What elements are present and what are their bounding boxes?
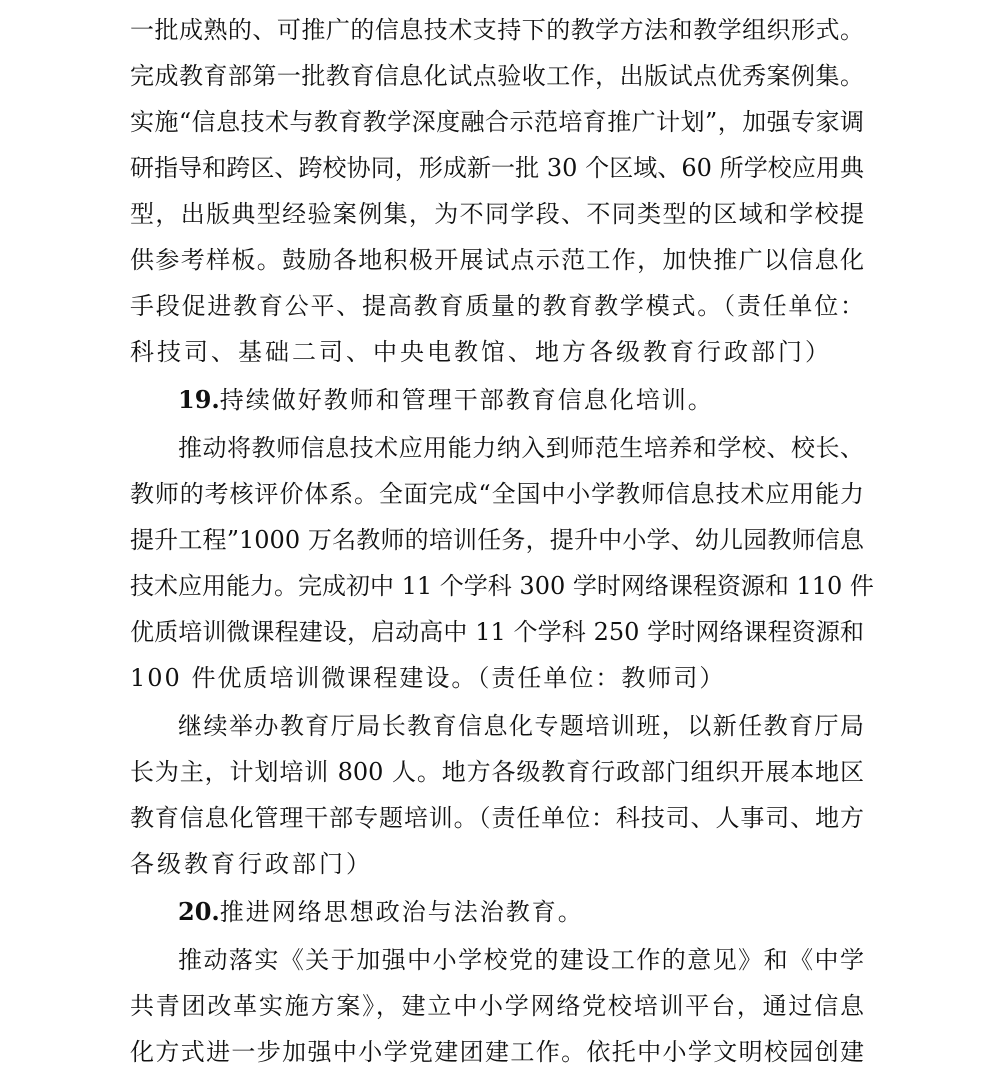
body-line: 研指导和跨区、跨校协同，形成新一批 30 个区域、60 所学校应用典 bbox=[130, 154, 864, 182]
body-line: 长为主，计划培训 800 人。地方各级教育行政部门组织开展本地区 bbox=[130, 758, 864, 786]
heading-text: 持续做好教师和管理干部教育信息化培训。 bbox=[219, 386, 714, 414]
body-line: 化方式进一步加强中小学党建团建工作。依托中小学文明校园创建 bbox=[130, 1038, 864, 1066]
body-line: 推动落实《关于加强中小学校党的建设工作的意见》和《中学 bbox=[178, 946, 864, 974]
body-line: 完成教育部第一批教育信息化试点验收工作，出版试点优秀案例集。 bbox=[130, 62, 864, 90]
body-line: 教师的考核评价体系。全面完成“全国中小学教师信息技术应用能力 bbox=[130, 480, 864, 508]
section-heading-20 bbox=[178, 892, 864, 932]
heading-number: 19. bbox=[178, 385, 220, 414]
body-line: 供参考样板。鼓励各地积极开展试点示范工作，加快推广以信息化 bbox=[130, 246, 864, 274]
heading-number: 20. bbox=[178, 897, 220, 926]
body-line: 共青团改革实施方案》，建立中小学网络党校培训平台，通过信息 bbox=[130, 992, 864, 1020]
body-line: 手段促进教育公平、提高教育质量的教育教学模式。（责任单位： bbox=[130, 292, 864, 320]
body-line: 100 件优质培训微课程建设。（责任单位：教师司） bbox=[130, 664, 726, 692]
body-line: 型，出版典型经验案例集，为不同学段、不同类型的区域和学校提 bbox=[130, 200, 864, 228]
body-line: 各级教育行政部门） bbox=[130, 850, 373, 878]
body-line: 推动将教师信息技术应用能力纳入到师范生培养和学校、校长、 bbox=[178, 434, 864, 462]
body-line: 教育信息化管理干部专题培训。（责任单位：科技司、人事司、地方 bbox=[130, 804, 864, 832]
body-line: 继续举办教育厅局长教育信息化专题培训班，以新任教育厅局 bbox=[178, 712, 864, 740]
body-line: 优质培训微课程建设，启动高中 11 个学科 250 学时网络课程资源和 bbox=[130, 618, 864, 646]
body-line: 一批成熟的、可推广的信息技术支持下的教学方法和教学组织形式。 bbox=[130, 16, 864, 44]
body-line: 技术应用能力。完成初中 11 个学科 300 学时网络课程资源和 110 件 bbox=[130, 572, 874, 600]
body-line: 提升工程”1000 万名教师的培训任务，提升中小学、幼儿园教师信息 bbox=[130, 526, 864, 554]
section-heading-19 bbox=[178, 380, 864, 420]
heading-text: 推进网络思想政治与法治教育。 bbox=[219, 898, 584, 926]
body-line: 科技司、基础二司、中央电教馆、地方各级教育行政部门） bbox=[130, 338, 832, 366]
body-line: 实施“信息技术与教育教学深度融合示范培育推广计划”，加强专家调 bbox=[130, 108, 864, 136]
